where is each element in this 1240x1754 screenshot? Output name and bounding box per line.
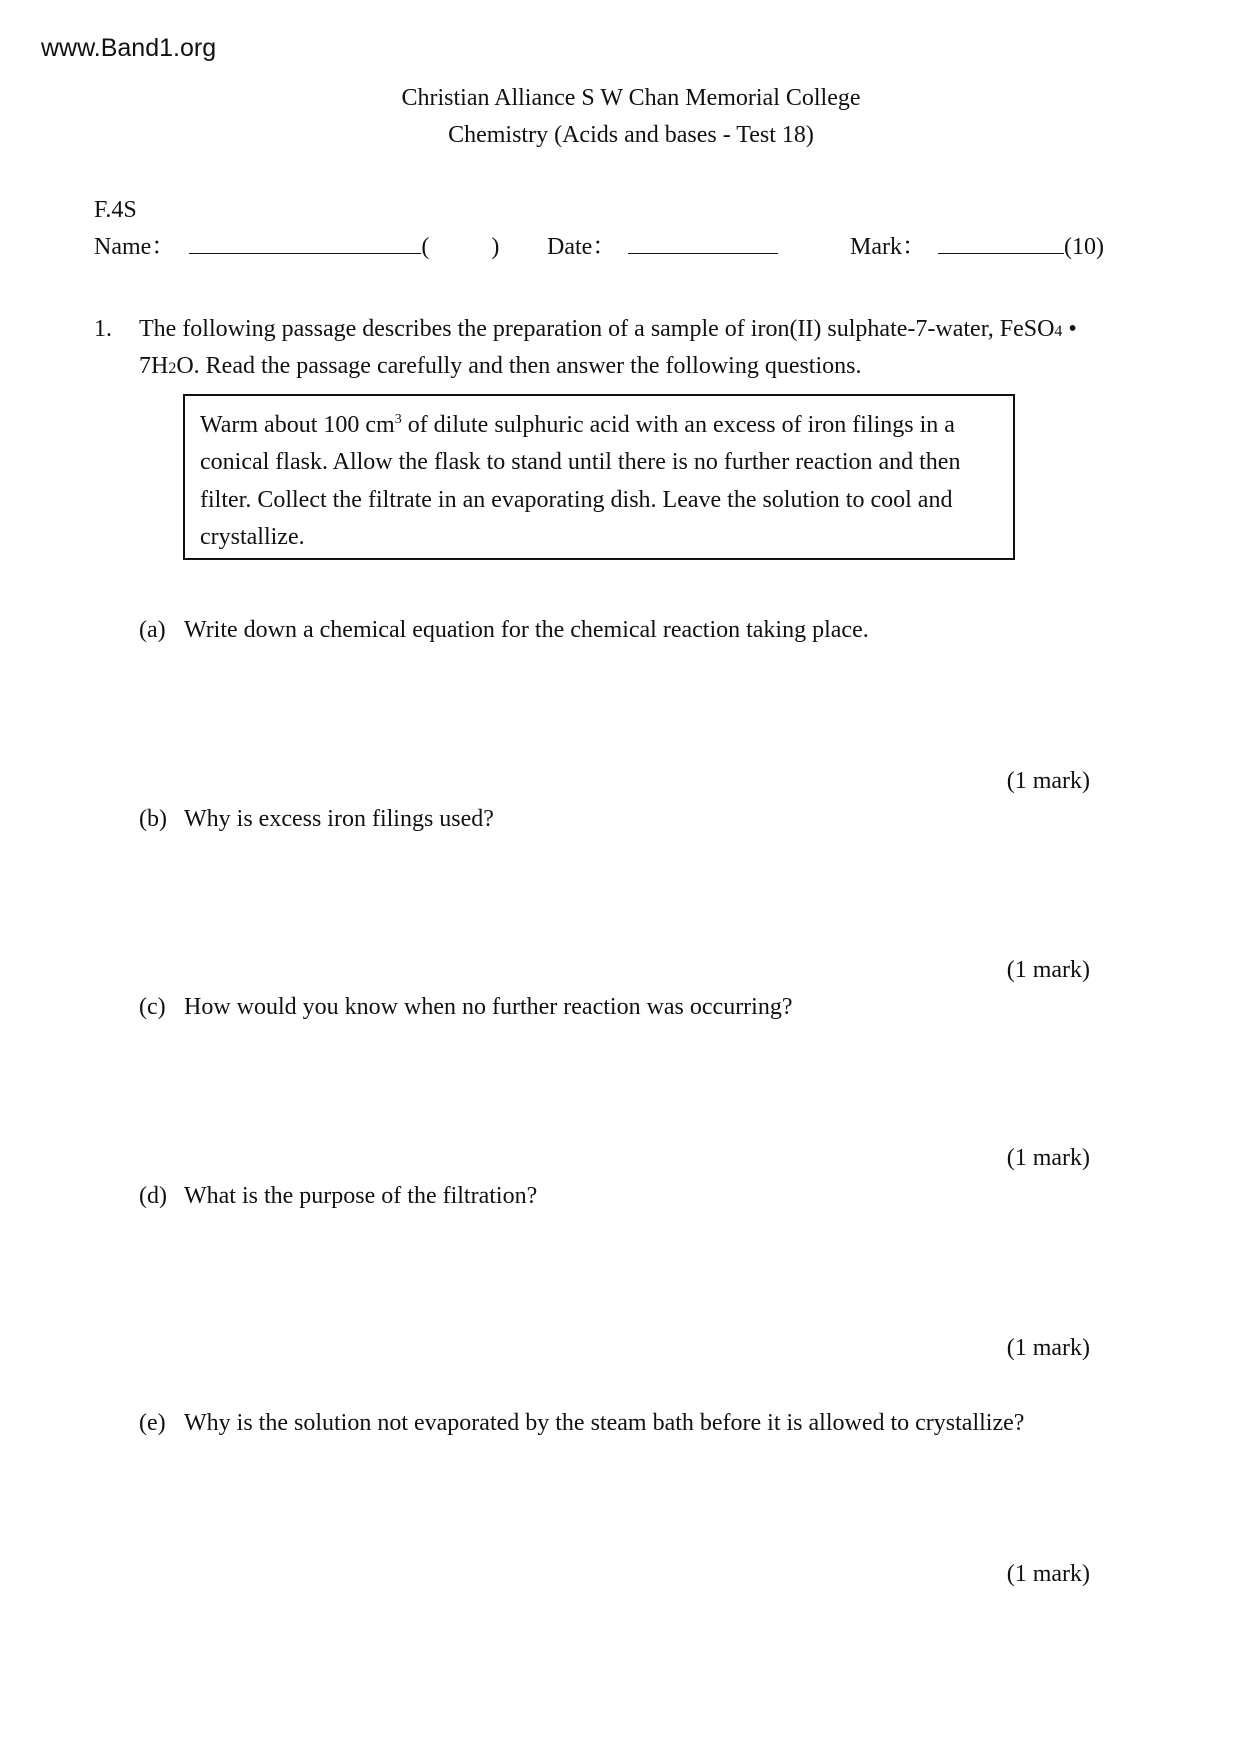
subscript: 2 bbox=[168, 360, 177, 377]
intro-text: 7H bbox=[139, 353, 169, 379]
dot-symbol: • bbox=[1068, 316, 1077, 342]
part-a-answer-area[interactable] bbox=[139, 660, 1089, 760]
question-number: 1. bbox=[94, 316, 112, 342]
intro-text: The following passage describes the preparation of a sample of iron(II) sulphate-7-water, FeSO bbox=[139, 316, 1055, 342]
intro-text: O. Read the passage carefully and then answer the following questions. bbox=[176, 353, 862, 379]
mark-row bbox=[850, 235, 1104, 259]
part-c-label: (c) bbox=[139, 994, 166, 1020]
subscript: 4 bbox=[1054, 323, 1063, 340]
passage-text: Warm about 100 cm bbox=[200, 412, 395, 438]
mark-label: Mark： bbox=[850, 234, 926, 260]
question-intro-line2 bbox=[139, 354, 861, 378]
part-d-label: (d) bbox=[139, 1183, 167, 1209]
date-row bbox=[547, 235, 778, 259]
date-field[interactable] bbox=[628, 252, 778, 254]
passage-line: conical flask. Allow the flask to stand until there is no further reaction and then bbox=[200, 449, 961, 475]
part-e-label: (e) bbox=[139, 1410, 166, 1436]
date-label: Date： bbox=[547, 234, 617, 260]
site-watermark: www.Band1.org bbox=[41, 34, 217, 62]
part-d-question: What is the purpose of the filtration? bbox=[184, 1183, 538, 1209]
superscript: 3 bbox=[394, 412, 402, 427]
part-d-marks: (1 mark) bbox=[1006, 1335, 1090, 1361]
part-a-marks: (1 mark) bbox=[1006, 768, 1090, 794]
test-title: Chemistry (Acids and bases - Test 18) bbox=[448, 122, 814, 148]
passage-line: crystallize. bbox=[200, 524, 305, 550]
part-c-answer-area[interactable] bbox=[139, 1038, 1089, 1138]
part-a-label: (a) bbox=[139, 617, 166, 643]
part-c-marks: (1 mark) bbox=[1006, 1145, 1090, 1171]
mark-field[interactable] bbox=[938, 252, 1064, 254]
student-info-row bbox=[94, 235, 499, 259]
part-b-answer-area[interactable] bbox=[139, 850, 1089, 950]
part-d-answer-area[interactable] bbox=[139, 1226, 1089, 1326]
name-label: Name： bbox=[94, 234, 176, 260]
part-a-question: Write down a chemical equation for the chemical reaction taking place. bbox=[184, 617, 869, 643]
part-e-answer-area[interactable] bbox=[139, 1455, 1089, 1555]
part-b-marks: (1 mark) bbox=[1006, 957, 1090, 983]
class-label: F.4S bbox=[94, 197, 137, 223]
total-marks: (10) bbox=[1063, 234, 1104, 260]
passage-text: of dilute sulphuric acid with an excess of iron filings in a bbox=[401, 412, 955, 438]
class-number-open: ( bbox=[421, 234, 430, 260]
passage-line: filter. Collect the filtrate in an evaporating dish. Leave the solution to cool and bbox=[200, 487, 953, 513]
part-b-label: (b) bbox=[139, 806, 167, 832]
school-name: Christian Alliance S W Chan Memorial College bbox=[401, 85, 861, 111]
part-b-question: Why is excess iron filings used? bbox=[184, 806, 494, 832]
name-field[interactable] bbox=[189, 252, 421, 254]
part-c-question: How would you know when no further reaction was occurring? bbox=[184, 994, 793, 1020]
class-number-close: ) bbox=[491, 234, 500, 260]
passage-line bbox=[200, 413, 955, 437]
part-e-marks: (1 mark) bbox=[1006, 1561, 1090, 1587]
question-intro-line1 bbox=[139, 317, 1177, 341]
part-e-question: Why is the solution not evaporated by the steam bath before it is allowed to crystallize? bbox=[184, 1410, 1025, 1436]
